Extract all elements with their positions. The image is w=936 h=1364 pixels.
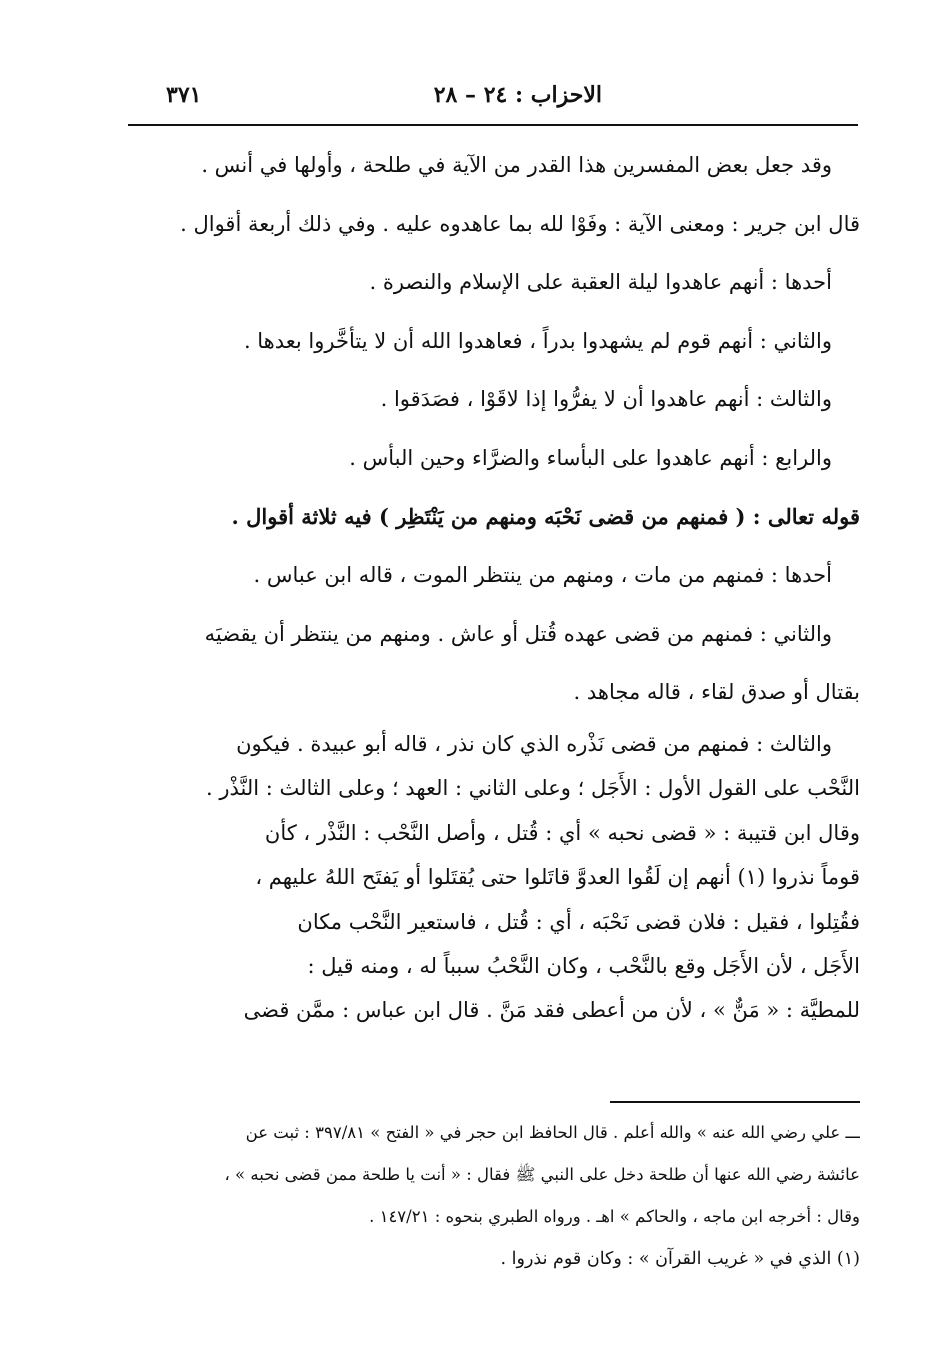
text-line: أحدها : أنهم عاهدوا ليلة العقبة على الإسلام والنصرة . xyxy=(369,270,832,295)
header-rule xyxy=(128,124,858,126)
text-line: قوماً نذروا (١) أنهم إن لَقُوا العدوَّ قاتَلوا حتى يُقتَلوا أو يَفتَح اللهُ عليهم ، xyxy=(255,865,860,890)
footnote-note: (١) الذي في « غريب القرآن » : وكان قوم نذروا . xyxy=(500,1249,860,1269)
running-title: الاحزاب : ٢٤ – ٢٨ xyxy=(433,82,602,108)
footnote-line: وقال : أخرجه ابن ماجه ، والحاكم » اهـ . ورواه الطبري بنحوه : ١٤٧/٢١ . xyxy=(369,1207,860,1226)
footnote-line: ـــ علي رضي الله عنه » والله أعلم . قال الحافظ ابن حجر في « الفتح » ٣٩٧/٨١ : ثبت عن xyxy=(245,1123,860,1142)
main-text xyxy=(126,136,860,1033)
text-line: قوله تعالى : ( فمنهم من قضى نَحْبَه ومنهم من يَنْتَظِر ) فيه ثلاثة أقوال . xyxy=(231,503,860,529)
text-line: والثالث : فمنهم من قضى نَذْره الذي كان نذر ، قاله أبو عبيدة . فيكون xyxy=(236,731,832,756)
text-line: النَّحْب على القول الأول : الأَجَل ؛ وعلى الثاني : العهد ؛ وعلى الثالث : النَّذْر . xyxy=(205,776,860,801)
footnote-rule xyxy=(610,1101,860,1103)
text-line: بقتال أو صدق لقاء ، قاله مجاهد . xyxy=(573,680,860,705)
text-line: وقال ابن قتيبة : « قضى نحبه » أي : قُتل ، وأصل النَّحْب : النَّذْر ، كأن xyxy=(264,820,860,845)
footnote-line: عائشة رضي الله عنها أن طلحة دخل على النبي ﷺ فقال : « أنت يا طلحة ممن قضى نحبه » ، xyxy=(224,1165,860,1184)
text-line: للمطيَّة : « مَنٌّ » ، لأن من أعطى فقد مَنَّ . قال ابن عباس : ممَّن قضى xyxy=(243,998,860,1023)
footnotes xyxy=(122,1112,860,1280)
text-line: والرابع : أنهم عاهدوا على البأساء والضرَّاء وحين البأس . xyxy=(349,445,832,470)
text-line: والثالث : أنهم عاهدوا أن لا يفرُّوا إذا لاقَوْا ، فصَدَقوا . xyxy=(380,387,832,412)
text-line: فقُتِلوا ، فقيل : فلان قضى نَحْبَه ، أي : قُتل ، فاستعير النَّحْب مكان xyxy=(297,909,860,934)
text-line: قال ابن جرير : ومعنى الآية : وفَوْا لله بما عاهدوه عليه . وفي ذلك أربعة أقوال . xyxy=(180,211,860,236)
text-line: الأَجَل ، لأن الأَجَل وقع بالنَّحْب ، وكان النَّحْبُ سبباً له ، ومنه قيل : xyxy=(307,953,860,978)
text-line: والثاني : أنهم قوم لم يشهدوا بدراً ، فعاهدوا الله أن لا يتأخَّروا بعدها . xyxy=(243,328,832,353)
page-number: ٣٧١ xyxy=(166,82,202,108)
text-line: والثاني : فمنهم من قضى عهده قُتل أو عاش . ومنهم من ينتظر أن يقضيَه xyxy=(204,621,832,646)
text-line: وقد جعل بعض المفسرين هذا القدر من الآية في طلحة ، وأولها في أنس . xyxy=(201,153,832,177)
page-header xyxy=(128,82,840,118)
text-line: أحدها : فمنهم من مات ، ومنهم من ينتظر الموت ، قاله ابن عباس . xyxy=(253,563,832,588)
